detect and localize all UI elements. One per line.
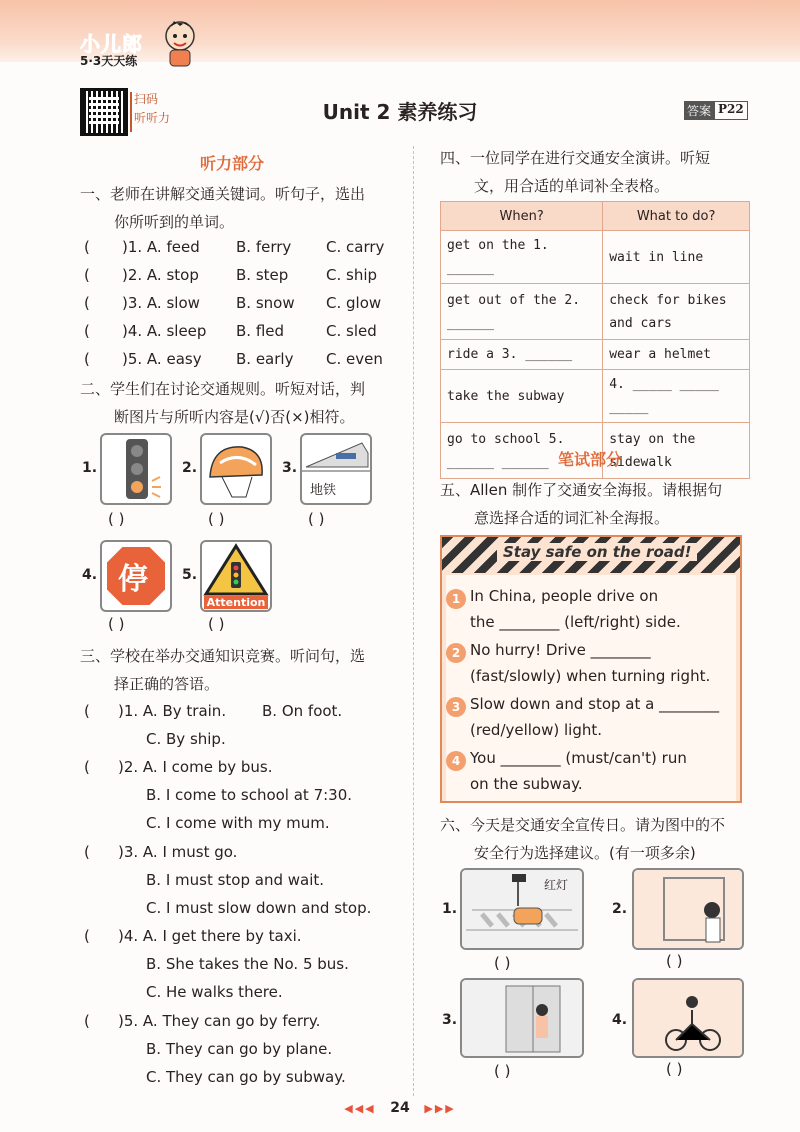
table-row [441, 284, 750, 340]
bike-riding-picture [632, 978, 744, 1058]
option-a: )2. A. I come by bus. [118, 758, 273, 776]
poster-line[interactable]: No hurry! Drive ________ [470, 641, 651, 659]
pic-number: 4. [82, 567, 98, 583]
cell-what: wait in line [603, 231, 750, 284]
option-c: C. carry [326, 238, 385, 256]
subway-door-picture [460, 978, 584, 1058]
answer-paren[interactable]: ( ) [208, 615, 225, 633]
table-row [441, 370, 750, 423]
q4-line-1: 四、一位同学在进行交通安全演讲。听短 [440, 149, 711, 167]
subway-picture [300, 433, 372, 505]
scan-line-1: 扫码 [134, 92, 159, 106]
safety-poster [440, 535, 742, 803]
answer-paren[interactable]: ( ) [494, 1062, 511, 1080]
option-a: )4. A. sleep [122, 322, 207, 340]
answer-paren[interactable]: ( [84, 322, 90, 340]
fill-in-table [440, 201, 750, 479]
poster-body [446, 575, 736, 801]
option-a: )3. A. I must go. [118, 843, 238, 861]
answer-paren[interactable]: ( ) [494, 954, 511, 972]
option-c: C. ship [326, 266, 378, 284]
pic-number: 1. [442, 901, 458, 917]
traffic-light-icon [102, 435, 170, 503]
poster-line[interactable]: Slow down and stop at a ________ [470, 695, 720, 713]
q2-line-1: 二、学生们在讨论交通规则。听短对话，判 [80, 380, 366, 398]
pic-number: 3. [282, 460, 298, 476]
q3-instructions [80, 642, 365, 698]
answer-paren[interactable]: ( [84, 927, 90, 945]
page-number: 24 [390, 1100, 410, 1116]
child-on-bike-icon [634, 980, 742, 1056]
answer-paren[interactable]: ( [84, 843, 90, 861]
poster-line: (fast/slowly) when turning right. [470, 667, 711, 685]
next-arrows-icon: ▶▶▶ [424, 1102, 456, 1115]
prev-arrows-icon: ◀◀◀ [344, 1102, 376, 1115]
option-a: )5. A. easy [122, 350, 202, 368]
q4-instructions [440, 144, 710, 200]
helmet-picture [200, 433, 272, 505]
column-divider [413, 146, 414, 1096]
crosswalk-picture [460, 868, 584, 950]
option-b: B. step [236, 266, 289, 284]
option-a: )4. A. I get there by taxi. [118, 927, 302, 945]
answer-paren[interactable]: ( ) [108, 615, 125, 633]
answer-paren[interactable]: ( [84, 294, 90, 312]
answer-paren[interactable]: ( [84, 238, 90, 256]
poster-line: (red/yellow) light. [470, 721, 603, 739]
brand-subtitle: 5·3天天练 [80, 54, 138, 68]
option-b: B. They can go by plane. [146, 1040, 333, 1058]
option-b: B. She takes the No. 5 bus. [146, 955, 349, 973]
pic-number: 5. [182, 567, 198, 583]
subway-door-icon [462, 980, 582, 1056]
listening-section-head: 听力部分 [200, 154, 265, 173]
option-b: B. early [236, 350, 294, 368]
poster-badge: 1 [446, 589, 466, 609]
poster-line[interactable]: the ________ (left/right) side. [470, 613, 681, 631]
traffic-light-picture [100, 433, 172, 505]
option-a: )1. A. feed [122, 238, 200, 256]
cell-what: check for bikes and cars [603, 284, 750, 340]
option-b: B. fled [236, 322, 285, 340]
answer-paren[interactable]: ( [84, 350, 90, 368]
option-b: B. I must stop and wait. [146, 871, 325, 889]
answer-paren[interactable]: ( ) [208, 510, 225, 528]
q1-instructions [80, 180, 365, 236]
poster-line[interactable]: You ________ (must/can't) run [470, 749, 687, 767]
page-title: Unit 2 素养练习 [322, 100, 478, 124]
option-c: C. By ship. [146, 730, 226, 748]
stop-sign-picture [100, 540, 172, 612]
option-c: C. glow [326, 294, 382, 312]
subway-train-icon [302, 435, 370, 475]
option-c: C. sled [326, 322, 377, 340]
table-row [441, 231, 750, 284]
q6-instructions [440, 811, 725, 867]
option-a: )3. A. slow [122, 294, 200, 312]
option-b: B. ferry [236, 238, 292, 256]
poster-header [442, 537, 740, 573]
q5-line-1: 五、Allen 制作了交通安全海报。请根据句 [440, 481, 723, 499]
table-row [441, 340, 750, 370]
q2-line-2: 断图片与所听内容是(√)否(×)相符。 [114, 408, 355, 426]
option-b: B. I come to school at 7:30. [146, 786, 353, 804]
mascot-icon [160, 16, 200, 68]
answer-reference [684, 101, 748, 120]
poster-title: Stay safe on the road! [497, 543, 697, 561]
answer-paren[interactable]: ( ) [666, 1060, 683, 1078]
poster-badge: 2 [446, 643, 466, 663]
col-when: When? [441, 202, 603, 231]
answer-paren[interactable]: ( [84, 266, 90, 284]
option-a: )5. A. They can go by ferry. [118, 1012, 321, 1030]
pic-number: 3. [442, 1012, 458, 1028]
answer-paren[interactable]: ( ) [308, 510, 325, 528]
answer-page: P22 [714, 101, 748, 120]
option-a: )1. A. By train. [118, 702, 227, 720]
answer-paren[interactable]: ( ) [666, 952, 683, 970]
helmet-icon [202, 435, 270, 503]
q1-line-1: 一、老师在讲解交通关键词。听句子，选出 [80, 185, 366, 203]
q3-line-1: 三、学校在举办交通知识竞赛。听问句，选 [80, 647, 366, 665]
answer-paren[interactable]: ( [84, 702, 90, 720]
cell-what: wear a helmet [603, 340, 750, 370]
attention-sign-picture [200, 540, 272, 612]
option-c: C. I come with my mum. [146, 814, 330, 832]
answer-paren[interactable]: ( [84, 1012, 90, 1030]
cell-when[interactable]: go to school 5. ______ ______ [441, 423, 603, 479]
option-c: C. He walks there. [146, 983, 283, 1001]
cell-when[interactable]: ride a 3. ______ [441, 340, 603, 370]
option-b: B. On foot. [262, 702, 343, 720]
stop-label: 停 [118, 562, 148, 597]
cell-what[interactable]: 4. _____ _____ _____ [603, 370, 750, 423]
q5-line-2: 意选择合适的词汇补全海报。 [474, 509, 670, 527]
cell-when[interactable]: get out of the 2. ______ [441, 284, 603, 340]
poster-line: on the subway. [470, 775, 583, 793]
q4-line-2: 文，用合适的单词补全表格。 [474, 177, 670, 195]
option-c: C. I must slow down and stop. [146, 899, 372, 917]
q3-line-2: 择正确的答语。 [114, 675, 220, 693]
pic-number: 4. [612, 1012, 628, 1028]
poster-line: In China, people drive on [470, 587, 659, 605]
option-b: B. snow [236, 294, 295, 312]
scan-line-2: 听听力 [134, 111, 171, 125]
answer-paren[interactable]: ( [84, 758, 90, 776]
child-leaning-out-icon [634, 870, 742, 948]
pic-number: 2. [612, 901, 628, 917]
option-c: C. They can go by subway. [146, 1068, 346, 1086]
poster-badge: 4 [446, 751, 466, 771]
q6-line-1: 六、今天是交通安全宣传日。请为图中的不 [440, 816, 726, 834]
poster-badge: 3 [446, 697, 466, 717]
col-what: What to do? [603, 202, 750, 231]
pic-number: 2. [182, 460, 198, 476]
brand-logo: 小儿郎 [80, 32, 143, 56]
q2-instructions [80, 375, 365, 431]
attention-label: Attention [204, 596, 268, 609]
subway-label: 地铁 [310, 479, 336, 498]
pic-number: 1. [82, 460, 98, 476]
q6-line-2: 安全行为选择建议。(有一项多余) [474, 844, 696, 862]
cell-when: take the subway [441, 370, 603, 423]
red-light-label: 红灯 [544, 878, 569, 892]
page-footer [0, 1100, 800, 1116]
written-section-head: 笔试部分 [558, 450, 623, 469]
leaning-window-picture [632, 868, 744, 950]
cell-what: stay on the sidewalk [603, 423, 750, 479]
answer-paren[interactable]: ( ) [108, 510, 125, 528]
option-a: )2. A. stop [122, 266, 199, 284]
table-header-row [441, 202, 750, 231]
option-c: C. even [326, 350, 383, 368]
cell-when[interactable]: get on the 1. ______ [441, 231, 603, 284]
q1-line-2: 你所听到的单词。 [114, 213, 235, 231]
warning-triangle-icon [202, 542, 270, 598]
q5-instructions [440, 476, 722, 532]
answer-label: 答案 [684, 101, 714, 120]
